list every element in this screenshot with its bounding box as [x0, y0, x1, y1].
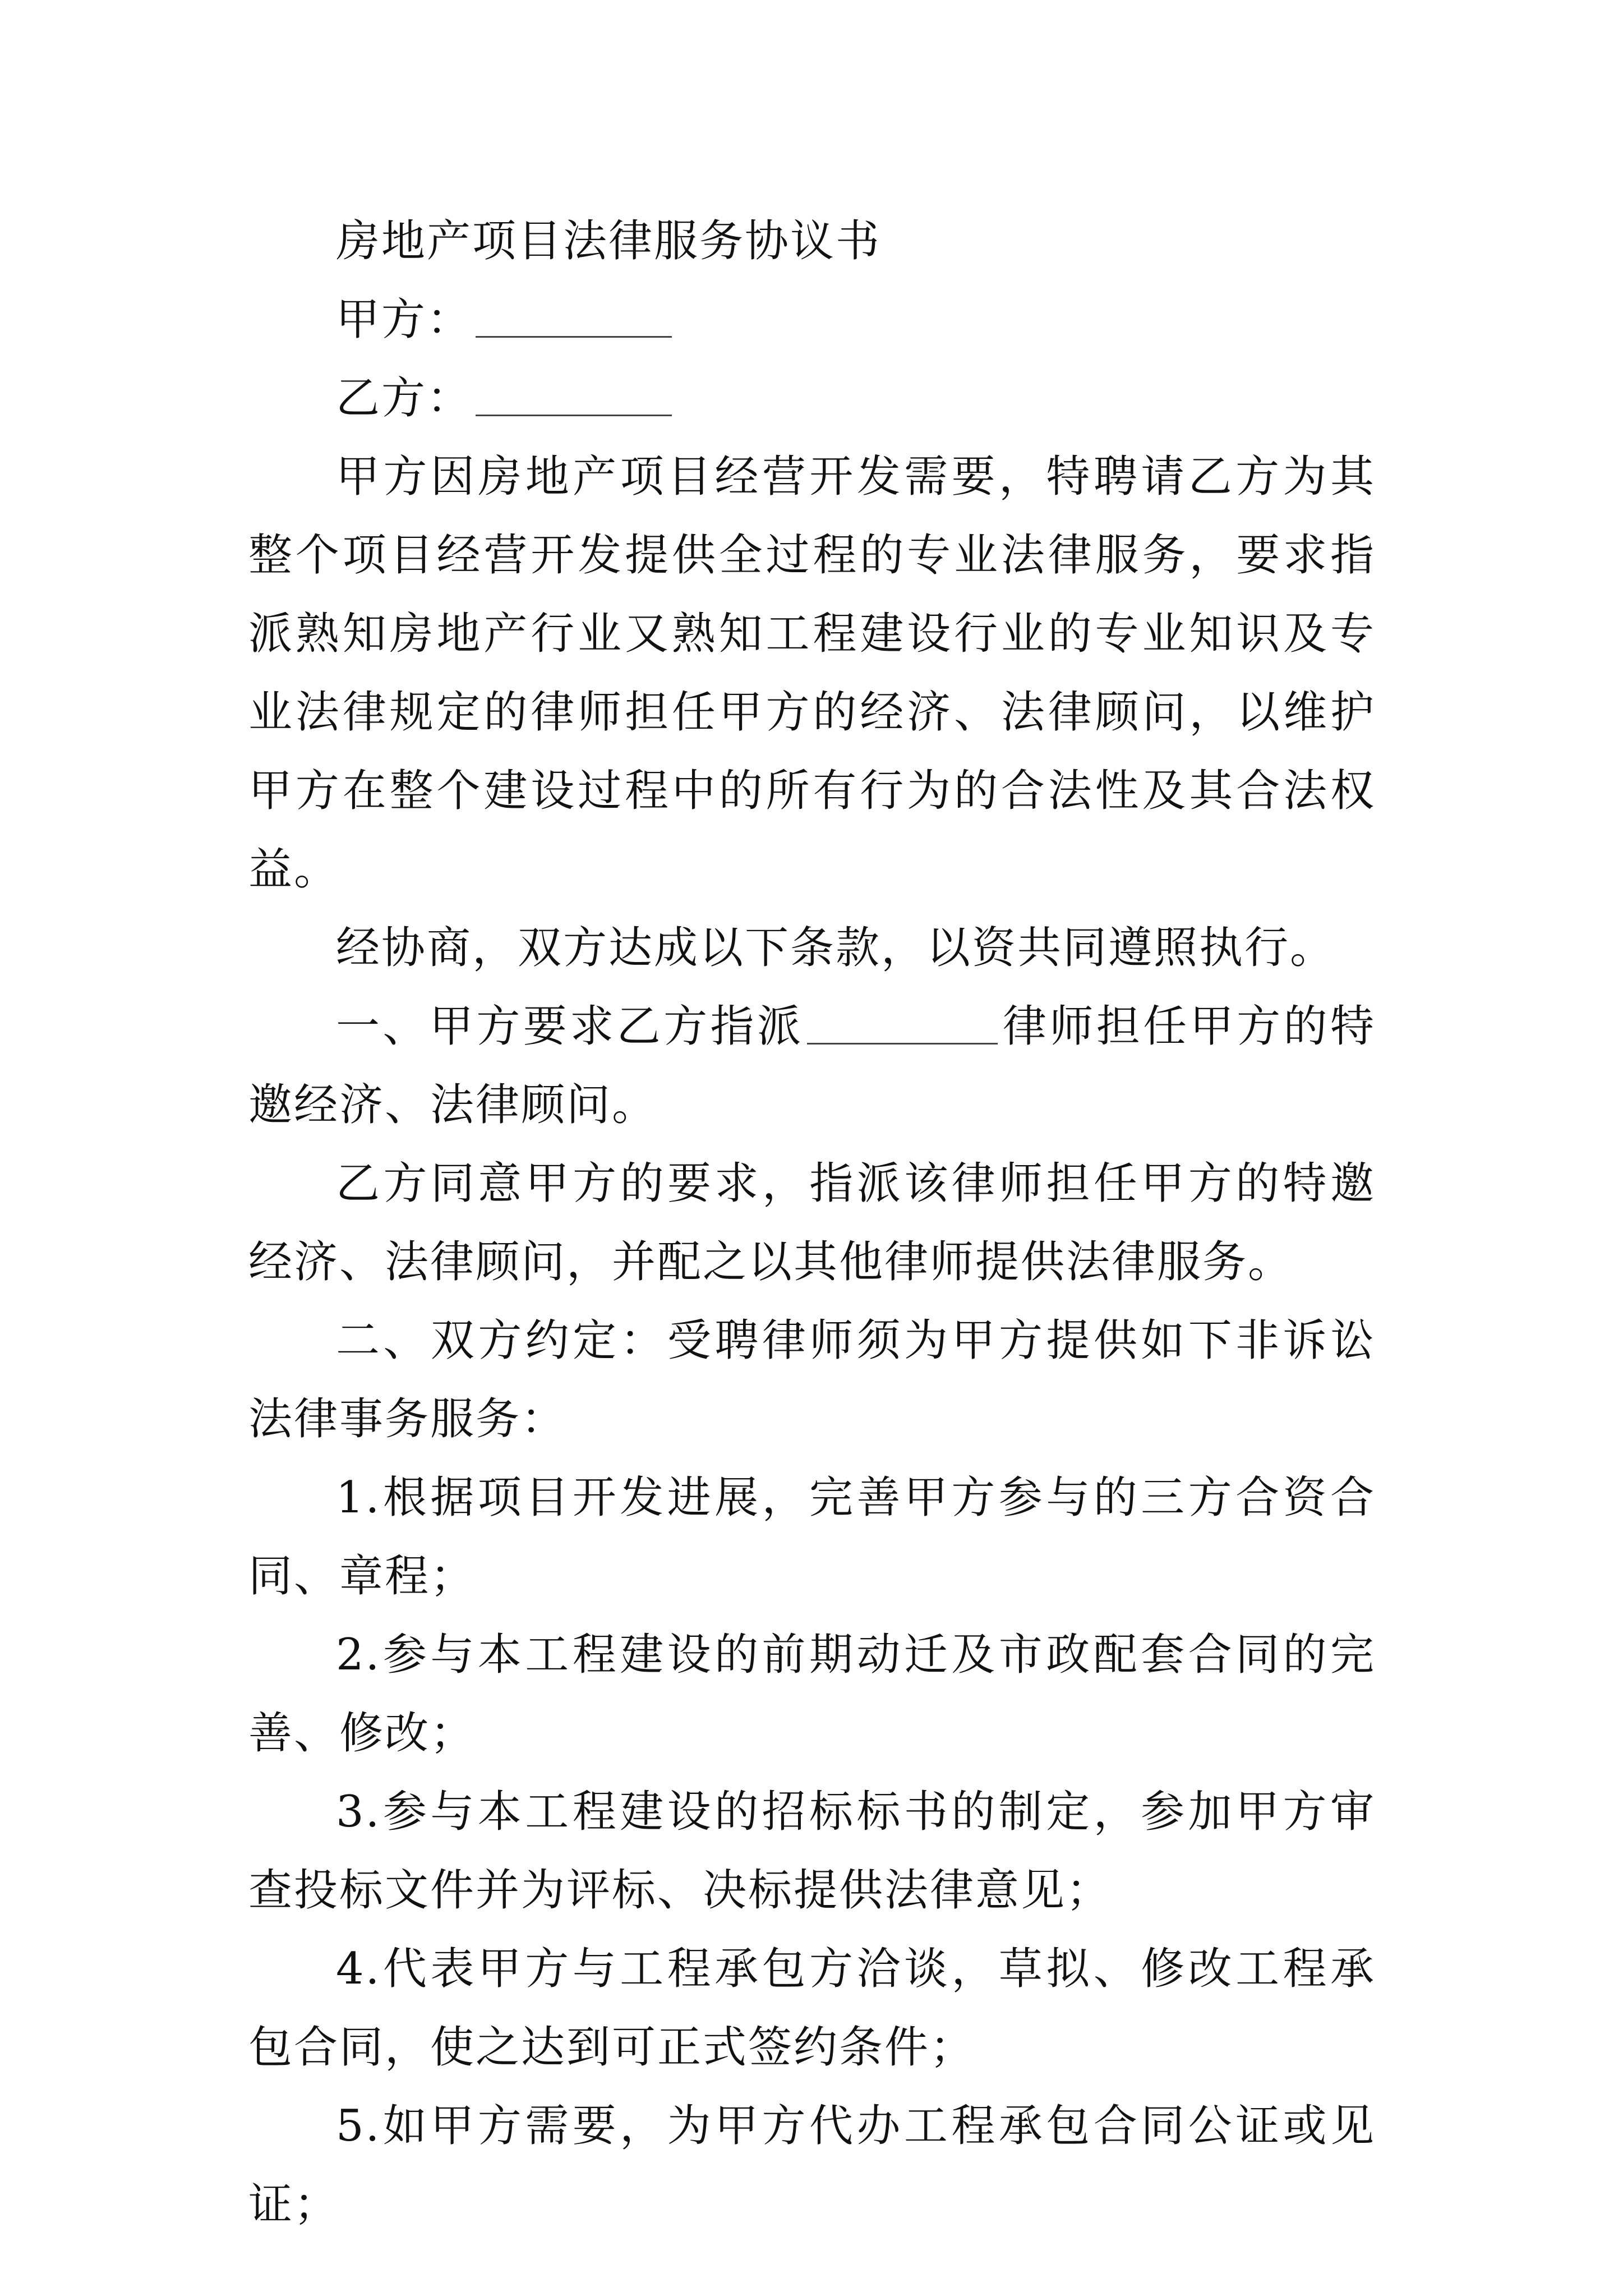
- intro-paragraph: 甲方因房地产项目经营开发需要，特聘请乙方为其整个项目经营开发提供全过程的专业法律服务，要求指派熟知房地产行业又熟知工程建设行业的专业知识及专业法律规定的律师担任甲方的经济、法律顾问，以维护甲方在整个建设过程中的所有行为的合法性及其合法权益。: [248, 452, 1376, 895]
- list-item: 3.参与本工程建设的招标标书的制定，参加甲方审查投标文件并为评标、决标提供法律意见；: [248, 1787, 1376, 1916]
- clause-one-after: 律师担任甲方的特邀经济、法律顾问。: [248, 1001, 1376, 1130]
- party-b-blank: [476, 381, 672, 416]
- list-item: 5.如甲方需要，为甲方代办工程承包合同公证或见证；: [248, 2101, 1376, 2230]
- agree-paragraph: 乙方同意甲方的要求，指派该律师担任甲方的特邀经济、法律顾问，并配之以其他律师提供法律服务。: [248, 1158, 1376, 1287]
- list-item: 4.代表甲方与工程承包方洽谈，草拟、修改工程承包合同，使之达到可正式签约条件；: [248, 1944, 1376, 2073]
- clause-one-before: 一、甲方要求乙方指派: [336, 1001, 804, 1052]
- party-a-line: [248, 280, 1376, 359]
- clause-one-paragraph: [248, 987, 1376, 1144]
- party-a-label: 甲方：: [336, 295, 473, 345]
- party-b-label: 乙方：: [336, 373, 473, 424]
- title-text: 房地产项目法律服务协议书: [336, 216, 882, 266]
- lawyer-name-blank: [807, 1009, 998, 1045]
- clause-two-paragraph: 二、双方约定：受聘律师须为甲方提供如下非诉讼法律事务服务：: [248, 1315, 1376, 1444]
- document-body: [248, 202, 1376, 2244]
- list-item: 2.参与本工程建设的前期动迁及市政配套合同的完善、修改；: [248, 1630, 1376, 1759]
- party-a-blank: [476, 302, 672, 338]
- consult-paragraph: 经协商，双方达成以下条款，以资共同遵照执行。: [336, 923, 1336, 973]
- party-b-line: [248, 359, 1376, 438]
- list-item: 1.根据项目开发进展，完善甲方参与的三方合资合同、章程；: [248, 1473, 1376, 1602]
- document-title: [248, 202, 1376, 280]
